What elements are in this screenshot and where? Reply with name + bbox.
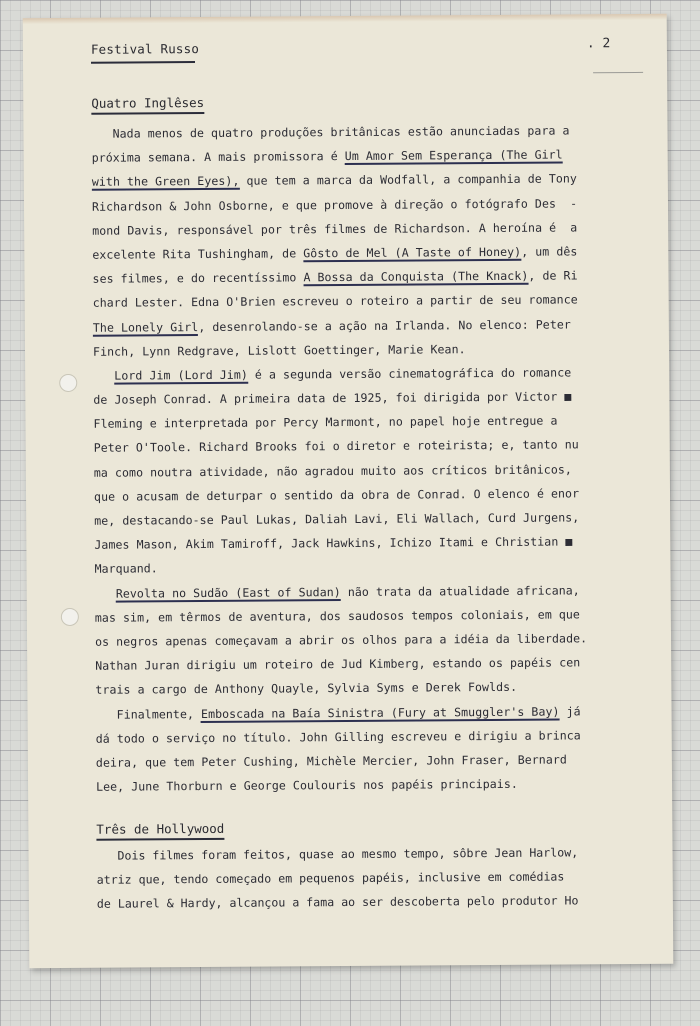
header-underline: [91, 61, 195, 64]
text-segment: Nada menos de quatro produções britânicas estão anunciadas para a: [91, 123, 570, 141]
text-line: [94, 433, 622, 461]
text-segment: excelente Rita Tushingham, de: [92, 246, 304, 262]
underlined-title: Revolta no Sudão (East of Sudan): [115, 584, 341, 601]
underlined-title: Gôsto de Mel (A Taste of Honey): [303, 244, 522, 261]
text-segment: atriz que, tendo começado em pequenos papéis, inclusive em comédias: [96, 869, 565, 887]
text-line: [94, 505, 622, 533]
section2-body: [96, 840, 624, 916]
text-line: [95, 626, 623, 654]
underlined-title: with the Green Eyes),: [91, 174, 240, 190]
header-title: Festival Russo: [90, 41, 200, 57]
text-segment: Dois filmes foram feitos, quase ao mesmo tempo, sôbre Jean Harlow,: [96, 845, 579, 863]
text-segment: Lee, June Thorburn e George Coulouris nos papéis principais.: [96, 776, 518, 794]
text-segment: [93, 369, 114, 383]
text-line: [96, 747, 624, 775]
section1-body: [91, 118, 624, 799]
text-line: [96, 840, 624, 868]
text-line: [96, 771, 624, 799]
text-segment: ma como noutra atividade, não agradou muito aos críticos britânicos,: [93, 462, 572, 480]
text-segment: de Joseph Conrad. A primeira data de 1925, foi dirigida por Victor ■: [93, 389, 572, 407]
text-line: [97, 864, 625, 892]
section1-heading-underline: [91, 112, 204, 115]
text-segment: deira, que tem Peter Cushing, Michèle Mercier, John Fraser, Bernard: [95, 752, 567, 770]
text-segment: Peter O'Toole. Richard Brooks foi o diretor e roteirista; e, tanto nu: [93, 437, 579, 456]
pencil-mark: [593, 72, 643, 73]
text-segment: trais a cargo de Anthony Quayle, Sylvia Syms e Derek Fowlds.: [95, 680, 518, 698]
punch-hole-bottom: [61, 608, 79, 626]
text-line: [93, 360, 621, 388]
text-line: [93, 287, 621, 315]
text-line: [95, 578, 623, 606]
text-segment: Fleming e interpretada por Percy Marmont, no papel hoje entregue a: [93, 413, 558, 432]
text-line: [93, 384, 621, 412]
text-line: [93, 408, 621, 436]
page-number: . 2: [586, 36, 611, 52]
text-line: [94, 481, 622, 509]
underlined-title: Emboscada na Baía Sinistra (Fury at Smuggler's Bay): [200, 704, 560, 721]
text-line: [94, 457, 622, 485]
text-segment: James Mason, Akim Tamiroff, Jack Hawkins, Ichizo Itami e Christian ■: [94, 534, 573, 552]
punch-hole-top: [59, 374, 77, 392]
text-line: [92, 215, 620, 243]
text-segment: mond Davis, responsável por três filmes de Richardson. A heroína é a: [92, 220, 578, 238]
text-segment: já: [559, 703, 581, 719]
text-segment: Finalmente,: [95, 706, 202, 722]
section2-heading-text: Três de Hollywood: [96, 820, 225, 837]
text-line: [95, 699, 623, 727]
text-segment: mas sim, em têrmos de aventura, dos saudosos tempos coloniais, em que: [94, 607, 580, 625]
text-line: [92, 263, 620, 291]
text-line: [91, 118, 619, 146]
text-segment: , desenrolando-se a ação na Irlanda. No elenco: Peter: [198, 316, 571, 334]
text-segment: que o acusam de deturpar o sentido da obra de Conrad. O elenco é enor: [93, 486, 580, 504]
text-line: [95, 674, 623, 702]
text-line: [96, 723, 624, 751]
text-segment: , um dês: [521, 244, 578, 259]
text-segment: ses filmes, e do recentíssimo: [92, 270, 304, 286]
section-heading-tres-de-hollywood: [96, 821, 224, 841]
text-line: [92, 166, 620, 194]
text-line: [93, 312, 621, 340]
text-segment: chard Lester. Edna O'Brien escreveu o roteiro a partir de seu romance: [92, 292, 578, 311]
text-segment: próxima semana. A mais promissora é: [91, 149, 345, 165]
text-segment: [95, 586, 116, 600]
text-segment: , de Ri: [528, 268, 578, 283]
text-segment: Nathan Juran dirigiu um roteiro de Jud Kimberg, estando os papéis cen: [95, 655, 581, 673]
text-segment: que tem a marca da Wodfall, a companhia de Tony: [239, 171, 577, 189]
text-line: [95, 602, 623, 630]
underlined-title: Um Amor Sem Esperança (The Girl: [344, 147, 563, 164]
text-segment: é a segunda versão cinematográfica do romance: [247, 365, 572, 382]
text-line: [93, 336, 621, 364]
text-line: [92, 191, 620, 219]
section2-heading-underline: [96, 838, 224, 841]
text-segment: de Laurel & Hardy, alcançou a fama ao ser descoberta pelo produtor Ho: [96, 893, 579, 912]
text-segment: Marquand.: [94, 561, 158, 577]
section1-heading-text: Quatro Inglêses: [91, 94, 205, 111]
text-segment: os negros apenas começavam a abrir os olhos para a idéia da liberdade.: [94, 631, 588, 649]
underlined-title: The Lonely Girl: [92, 319, 199, 335]
text-line: [92, 142, 620, 170]
section-heading-quatro-ingleses: [91, 95, 204, 115]
typewritten-page: [23, 14, 674, 968]
text-segment: me, destacando-se Paul Lukas, Daliah Lavi, Eli Wallach, Curd Jurgens,: [94, 510, 580, 528]
text-line: [94, 529, 622, 557]
text-line: [97, 888, 625, 916]
text-segment: Finch, Lynn Redgrave, Lislott Goettinger, Marie Kean.: [92, 341, 466, 359]
text-segment: Richardson & John Osborne, e que promove à direção o fotógrafo Des -: [91, 195, 578, 214]
underlined-title: Lord Jim (Lord Jim): [114, 367, 248, 383]
text-line: [95, 650, 623, 678]
text-line: [94, 553, 622, 581]
text-segment: dá todo o serviço no título. John Gilling escreveu e dirigiu a brinca: [95, 728, 581, 746]
text-line: [92, 239, 620, 267]
underlined-title: A Bossa da Conquista (The Knack): [303, 268, 529, 285]
text-segment: não trata da atualidade africana,: [340, 582, 580, 599]
